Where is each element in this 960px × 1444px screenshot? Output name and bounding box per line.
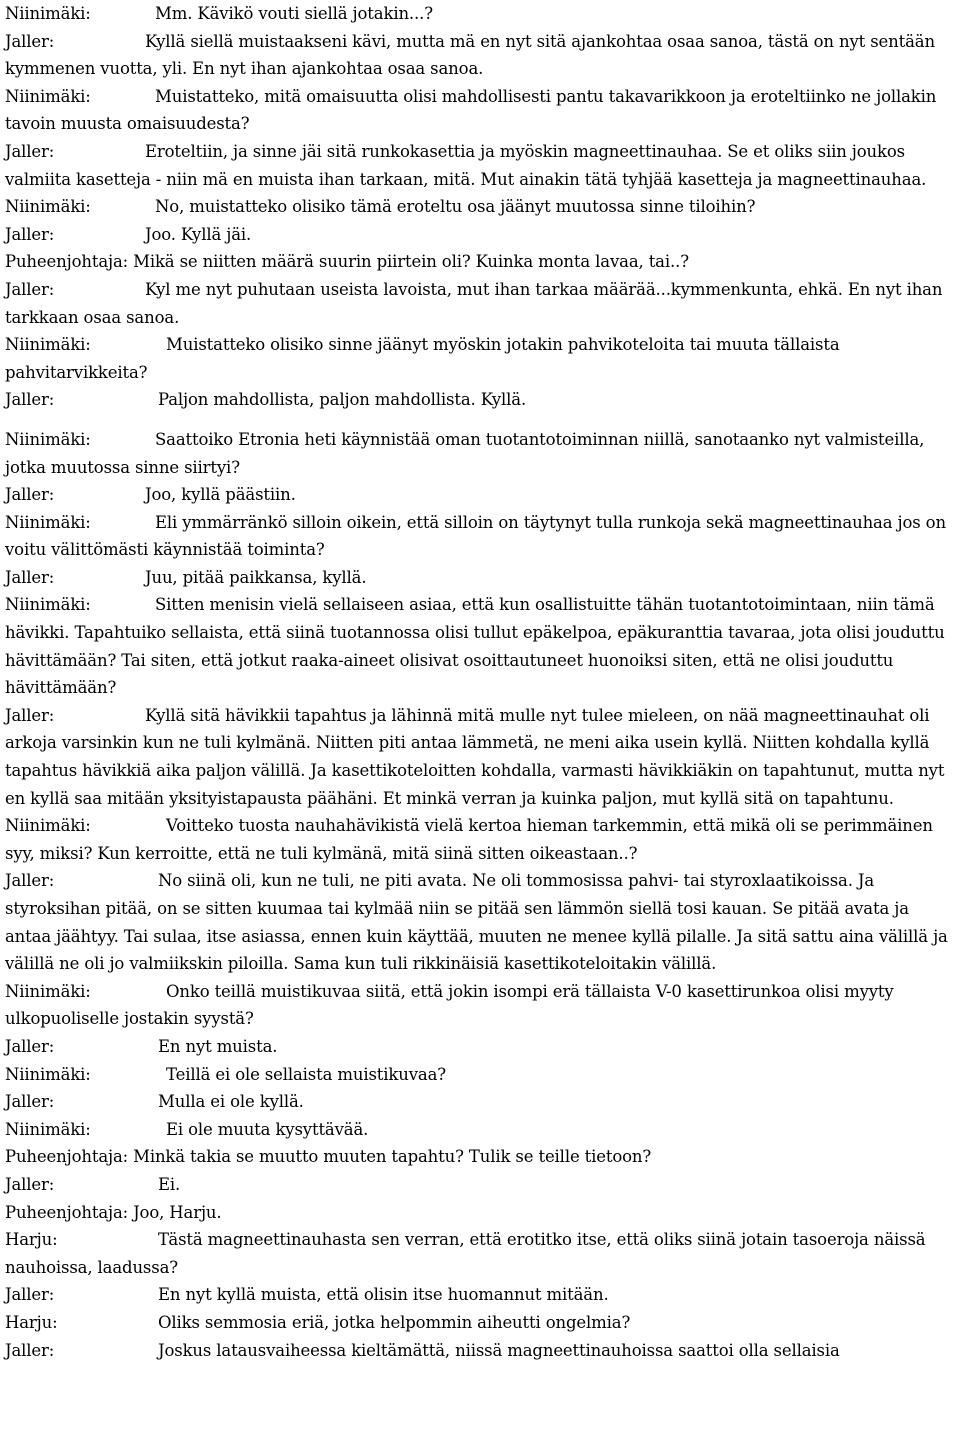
transcript-turn (5, 276, 955, 331)
speaker-label: Jaller: (5, 1285, 55, 1305)
transcript-turn (5, 1199, 955, 1227)
speaker-label: Niinimäki: (5, 197, 91, 217)
transcript-turn (5, 1226, 955, 1281)
transcript-turn (5, 386, 955, 414)
speaker-label: Niinimäki: (5, 816, 91, 836)
utterance-text: Paljon mahdollista, paljon mahdollista. Kyllä. (158, 390, 527, 410)
transcript-turn (5, 331, 955, 386)
utterance-text: Muistatteko, mitä omaisuutta olisi mahdollisesti pantu takavarikkoon ja eroteltiinko ne jollakin tavoin muusta omaisuudesta? (5, 86, 937, 134)
speaker-label: Jaller: (5, 485, 55, 505)
utterance-text: Mm. Kävikö vouti siellä jotakin...? (155, 4, 433, 23)
transcript-turn (5, 702, 955, 812)
speaker-label: Harju: (5, 1312, 58, 1332)
utterance-text: Ei. (158, 1174, 181, 1194)
utterance-text: Eroteltiin, ja sinne jäi sitä runkokasettia ja myöskin magneettinauhaa. Se et oliks siin joukos valmiita kasetteja - niin mä en muista ihan tarkaan, mitä. Mut ainakin tätä tyhjää kasetteja ja magneettinauhaa. (5, 141, 927, 189)
transcript-turn (5, 564, 955, 592)
speaker-label: Puheenjohtaja: (5, 252, 129, 272)
utterance-text: Mikä se niitten määrä suurin piirtein oli? Kuinka monta lavaa, tai..? (133, 252, 689, 272)
utterance-text: Kyllä siellä muistaakseni kävi, mutta mä en nyt sitä ajankohtaa osaa sanoa, tästä on nyt sentään kymmenen vuotta, yli. En nyt ihan ajankohtaa osaa sanoa. (5, 31, 935, 79)
speaker-label: Jaller: (5, 31, 55, 51)
speaker-label: Puheenjohtaja: (5, 1147, 129, 1167)
transcript-turn (5, 248, 955, 276)
transcript-turn (5, 83, 955, 138)
utterance-text: Ei ole muuta kysyttävää. (166, 1119, 369, 1139)
speaker-label: Niinimäki: (5, 335, 91, 355)
speaker-label: Jaller: (5, 1092, 55, 1112)
transcript-turn (5, 28, 955, 83)
transcript-turn (5, 978, 955, 1033)
utterance-text: No, muistatteko olisiko tämä eroteltu osa jäänyt muutossa sinne tiloihin? (155, 197, 756, 217)
utterance-text: No siinä oli, kun ne tuli, ne piti avata. Ne oli tommosissa pahvi- tai styroxlaatikoissa. Ja styroksihan pitää, on se sitten kuumaa tai kylmää niin se pitää sen lämmön siellä tosi kauan. Se pitää avata ja antaa jäähtyy. Tai sulaa, itse asiassa, ennen kuin käyttää, muuten ne menee kyllä pilalle. Ja sitä sattu aina välillä ja välillä ne oli jo valmiikskin piloilla. Sama kun tuli rikkinäisiä kasettikoteloitakin välillä. (5, 871, 948, 974)
utterance-text: Tästä magneettinauhasta sen verran, että erotitko itse, että oliks siinä jotain tasoeroja näissä nauhoissa, laadussa? (5, 1230, 926, 1277)
transcript-page (5, 0, 955, 1364)
transcript-turn (5, 867, 955, 977)
transcript-turn (5, 1171, 955, 1199)
transcript-turn (5, 1088, 955, 1116)
utterance-text: Oliks semmosia eriä, jotka helpommin aiheutti ongelmia? (158, 1312, 631, 1332)
speaker-label: Niinimäki: (5, 86, 91, 106)
utterance-text: Joo. Kyllä jäi. (145, 224, 252, 244)
speaker-label: Puheenjohtaja: (5, 1202, 129, 1222)
utterance-text: Juu, pitää paikkansa, kyllä. (145, 567, 367, 587)
utterance-text: Kyl me nyt puhutaan useista lavoista, mut ihan tarkaa määrää...kymmenkunta, ehkä. En nyt ihan tarkkaan osaa sanoa. (5, 279, 943, 327)
transcript-turn (5, 1309, 955, 1337)
transcript-turn (5, 193, 955, 221)
speaker-label: Jaller: (5, 1036, 55, 1056)
utterance-text: En nyt kyllä muista, että olisin itse huomannut mitään. (158, 1285, 609, 1305)
speaker-label: Jaller: (5, 1340, 55, 1360)
utterance-text: Joskus latausvaiheessa kieltämättä, niissä magneettinauhoissa saattoi olla sellaisia (158, 1340, 840, 1360)
speaker-label: Niinimäki: (5, 981, 91, 1001)
utterance-text: Joo, kyllä päästiin. (145, 485, 296, 505)
utterance-text: Onko teillä muistikuvaa siitä, että jokin isompi erä tällaista V-0 kasettirunkoa olisi myyty ulkopuoliselle jostakin syystä? (5, 981, 894, 1029)
speaker-label: Niinimäki: (5, 1119, 91, 1139)
transcript-turn (5, 591, 955, 701)
utterance-text: Mulla ei ole kyllä. (158, 1092, 304, 1112)
utterance-text: Teillä ei ole sellaista muistikuvaa? (166, 1064, 446, 1084)
speaker-label: Jaller: (5, 224, 55, 244)
utterance-text: Kyllä sitä hävikkii tapahtus ja lähinnä mitä mulle nyt tulee mieleen, on nää magneettinauhat oli arkoja varsinkin kun ne tuli kylmänä. Niitten piti antaa lämmetä, ne meni aika usein kyllä. Niitten kohdalla kyllä tapahtus hävikkiä aika paljon välillä. Ja kasettikoteloitten kohdalla, varmasti hävikkiäkin on tapahtunut, mutta nyt en kyllä saa mitään yksityistapausta päähäni. Et minkä verran ja kuinka paljon, mut kyllä sitä on tapahtunu. (5, 705, 945, 808)
speaker-label: Niinimäki: (5, 595, 91, 615)
transcript-turn (5, 509, 955, 564)
speaker-label: Jaller: (5, 567, 55, 587)
transcript-turn (5, 426, 955, 481)
transcript-turn (5, 812, 955, 867)
transcript-turn (5, 1116, 955, 1144)
transcript-turn (5, 221, 955, 249)
utterance-text: Muistatteko olisiko sinne jäänyt myöskin jotakin pahvikoteloita tai muuta tällaista pahvitarvikkeita? (5, 335, 840, 382)
speaker-label: Jaller: (5, 279, 55, 299)
speaker-label: Jaller: (5, 705, 55, 725)
speaker-label: Niinimäki: (5, 512, 91, 532)
utterance-text: Sitten menisin vielä sellaiseen asiaa, että kun osallistuitte tähän tuotantotoimintaan, niin tämä hävikki. Tapahtuiko sellaista, että siinä tuotannossa olisi tullut epäkelpoa, epäkuranttia tavaraa, jota olisi jouduttu hävittämään? Tai siten, että jotkut raaka-aineet olisivat osoittautuneet huonoiksi siten, että ne olisi jouduttu hävittämään? (5, 595, 945, 698)
utterance-text: Voitteko tuosta nauhahävikistä vielä kertoa hieman tarkemmin, että mikä oli se perimmäinen syy, miksi? Kun kerroitte, että ne tuli kylmänä, mitä siinä sitten oikeastaan..? (5, 816, 933, 863)
utterance-text: En nyt muista. (158, 1036, 278, 1056)
transcript-turn (5, 1281, 955, 1309)
speaker-label: Niinimäki: (5, 429, 91, 449)
utterance-text: Saattoiko Etronia heti käynnistää oman tuotantotoiminnan niillä, sanotaanko nyt valmisteilla, jotka muutossa sinne siirtyi? (5, 429, 925, 477)
section-gap (5, 414, 955, 426)
speaker-label: Niinimäki: (5, 1064, 91, 1084)
speaker-label: Harju: (5, 1230, 58, 1250)
transcript-turn (5, 1143, 955, 1171)
speaker-label: Jaller: (5, 1174, 55, 1194)
transcript-turn (5, 1337, 955, 1365)
transcript-turn (5, 1033, 955, 1061)
utterance-text: Joo, Harju. (133, 1202, 222, 1222)
utterance-text: Minkä takia se muutto muuten tapahtu? Tulik se teille tietoon? (133, 1147, 652, 1167)
transcript-turn (5, 481, 955, 509)
speaker-label: Niinimäki: (5, 4, 91, 23)
transcript-turn (5, 1061, 955, 1089)
transcript-turn (5, 0, 955, 28)
transcript-turn (5, 138, 955, 193)
speaker-label: Jaller: (5, 141, 55, 161)
utterance-text: Eli ymmärränkö silloin oikein, että silloin on täytynyt tulla runkoja sekä magneettinauhaa jos on voitu välittömästi käynnistää toiminta? (5, 512, 946, 560)
speaker-label: Jaller: (5, 871, 55, 891)
speaker-label: Jaller: (5, 390, 55, 410)
